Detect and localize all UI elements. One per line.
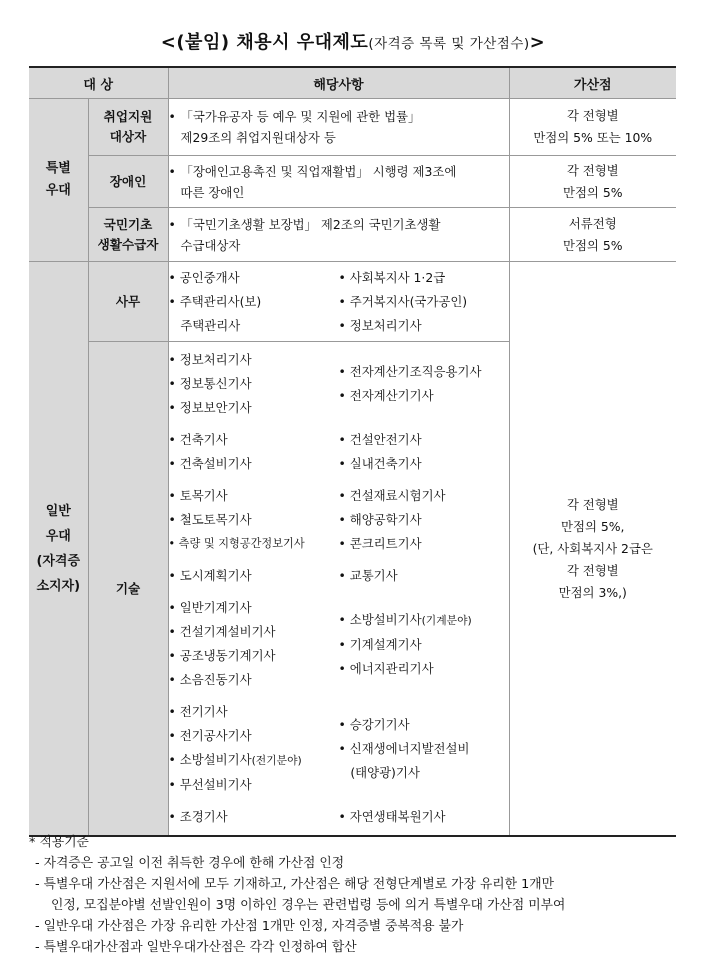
row-details (168, 208, 509, 262)
cert-list-right (339, 608, 509, 681)
note-item: - 일반우대 가산점은 가장 유리한 가산점 1개만 인정, 자격증별 중복적용 불가 (35, 919, 464, 934)
bullet-icon: • (168, 109, 176, 124)
certificate-item: • 소음진동기사 (168, 672, 252, 687)
detail-line: 따른 장애인 (180, 184, 245, 200)
cert-list-right (339, 484, 509, 556)
row-label: 사무 (88, 262, 168, 342)
points-line: 만점의 5% 또는 10% (533, 130, 653, 145)
notes-heading: * 적용기준 (29, 835, 89, 850)
detail-line: 「국가유공자 등 예우 및 지원에 관한 법률」 (180, 109, 421, 124)
page-title (0, 28, 706, 54)
note-item: 인정, 모집분야별 선발인원이 3명 이하인 경우는 관련법령 등에 의거 특별우대 가산점 미부여 (51, 898, 566, 913)
certificate-item: • 도시계획기사 (168, 568, 252, 583)
certificate-item: • 정보보안기사 (168, 400, 252, 415)
certificate-item: • 정보통신기사 (168, 376, 252, 391)
certificate-item: • 철도토목기사 (168, 512, 252, 527)
detail-line: 제29조의 취업지원대상자 등 (180, 130, 336, 145)
row-label: 취업지원 대상자 (88, 99, 168, 156)
cert-list-left (169, 805, 339, 829)
certificate-item: • 정보처리기사 (168, 352, 252, 367)
certificate-item: • 전자계산기기사 (338, 388, 434, 403)
certificate-item: • 건축설비기사 (168, 456, 252, 471)
certificate-item: • 콘크리트기사 (338, 536, 422, 551)
note-item: - 특별우대 가산점은 지원서에 모두 기재하고, 가산점은 해당 전형단계별로 가장 유리한 1개만 (35, 877, 554, 892)
certificate-group (169, 344, 509, 424)
tech-certificates (168, 342, 509, 837)
certificate-item: • 전자계산기조직응용기사 (338, 364, 482, 379)
office-certificates (168, 262, 509, 342)
certificate-item: 주택관리사 (168, 317, 241, 333)
row-details (168, 99, 509, 156)
certificate-group (169, 592, 509, 696)
cert-list-right (339, 805, 509, 829)
detail-line: 수급대상자 (180, 237, 241, 253)
points-line: 각 전형별 (566, 562, 619, 578)
cert-list-right (339, 564, 509, 588)
bullet-icon: • (168, 163, 176, 179)
row-label: 기술 (88, 342, 168, 837)
certificate-item: • 주거복지사(국가공인) (338, 293, 468, 309)
certificate-group (169, 801, 509, 833)
preference-table (29, 66, 676, 837)
row-label: 국민기초 생활수급자 (88, 208, 168, 262)
points-line: 각 전형별 (566, 496, 619, 512)
cert-list-left (169, 348, 339, 420)
points-line: 만점의 5% (562, 237, 623, 253)
special-group-label: 특별 우대 (29, 99, 88, 262)
certificate-item: • 해양공학기사 (338, 512, 422, 527)
note-item: - 자격증은 공고일 이전 취득한 경우에 한해 가산점 인정 (35, 856, 345, 871)
detail-line: 「국민기초생활 보장법」 제2조의 국민기초생활 (180, 216, 441, 232)
certificate-item: • 정보처리기사 (338, 317, 422, 333)
certificate-item: • 에너지관리기사 (338, 660, 434, 676)
certificate-item: • 소방설비기사(전기분야) (168, 752, 302, 767)
certificate-item: • 공조냉동기계기사 (168, 648, 276, 663)
certificate-item: • 기계설계기사 (338, 636, 422, 652)
bullet-icon: • (168, 216, 176, 232)
certificate-item: • 전기기사 (168, 704, 228, 719)
cert-list-left (169, 596, 339, 692)
header-target: 대 상 (29, 67, 168, 99)
general-points (509, 262, 676, 837)
points-line: 만점의 5% (562, 184, 623, 200)
certificate-item: • 건설안전기사 (338, 432, 422, 447)
cert-list-left (169, 266, 339, 338)
certificate-item: • 일반기계기사 (168, 600, 252, 615)
certificate-item: • 신재생에너지발전설비 (338, 740, 470, 756)
row-points (509, 156, 676, 208)
row-points (509, 99, 676, 156)
certificate-group (169, 480, 509, 560)
certificate-item: • 건축기사 (168, 432, 228, 447)
certificate-item: • 무선설비기사 (168, 777, 252, 792)
points-line: 각 전형별 (566, 162, 619, 178)
points-line: 만점의 3%,) (558, 584, 627, 600)
cert-list-left (169, 428, 339, 476)
certificate-item: • 주택관리사(보) (168, 293, 262, 309)
detail-line: 「장애인고용촉진 및 직업재활법」 시행령 제3조에 (180, 163, 457, 179)
points-line: (단, 사회복지사 2급은 (532, 540, 653, 556)
header-points: 가산점 (509, 67, 676, 99)
certificate-item: • 사회복지사 1·2급 (338, 269, 446, 285)
title-end: > (529, 32, 546, 53)
certificate-item: • 토목기사 (168, 488, 228, 503)
cert-list-left (169, 564, 339, 588)
title-main: <(붙임) 채용시 우대제도 (160, 32, 369, 53)
table-row (29, 156, 676, 208)
cert-list-right (339, 360, 509, 408)
cert-list-right (339, 428, 509, 476)
certificate-item: • 승강기기사 (338, 716, 410, 732)
header-row (29, 67, 676, 99)
cert-list-right (339, 713, 509, 785)
row-label: 장애인 (88, 156, 168, 208)
points-line: 서류전형 (568, 215, 617, 231)
notes-section (29, 832, 689, 958)
certificate-item: • 소방설비기사(기계분야) (338, 611, 472, 627)
title-sub: (자격증 목록 및 가산점수) (368, 36, 530, 52)
certificate-group (169, 424, 509, 480)
certificate-item: • 실내건축기사 (338, 456, 422, 471)
cert-list-right (339, 266, 509, 338)
certificate-item: • 건설기계설비기사 (168, 624, 276, 639)
certificate-item: • 건설재료시험기사 (338, 488, 446, 503)
cert-list-left (169, 484, 339, 556)
table-row (29, 99, 676, 156)
certificate-group (169, 560, 509, 592)
row-points (509, 208, 676, 262)
general-group-label: 일반 우대 (자격증 소지자) (29, 262, 88, 837)
certificate-item: • 공인중개사 (168, 269, 240, 285)
points-line: 각 전형별 (566, 108, 619, 123)
certificate-item: • 측량 및 지형공간정보기사 (168, 537, 305, 550)
certificate-item: • 전기공사기사 (168, 728, 252, 743)
table-row (29, 208, 676, 262)
points-line: 만점의 5%, (561, 518, 625, 534)
row-details (168, 156, 509, 208)
note-item: - 특별우대가산점과 일반우대가산점은 각각 인정하여 합산 (35, 940, 357, 955)
certificate-group (169, 696, 509, 801)
table-row (29, 262, 676, 342)
cert-list-left (169, 700, 339, 797)
certificate-item: • 교통기사 (338, 568, 398, 583)
certificate-item: • 자연생태복원기사 (338, 809, 446, 824)
certificate-item: (태양광)기사 (338, 764, 420, 780)
header-details: 해당사항 (168, 67, 509, 99)
certificate-item: • 조경기사 (168, 809, 228, 824)
